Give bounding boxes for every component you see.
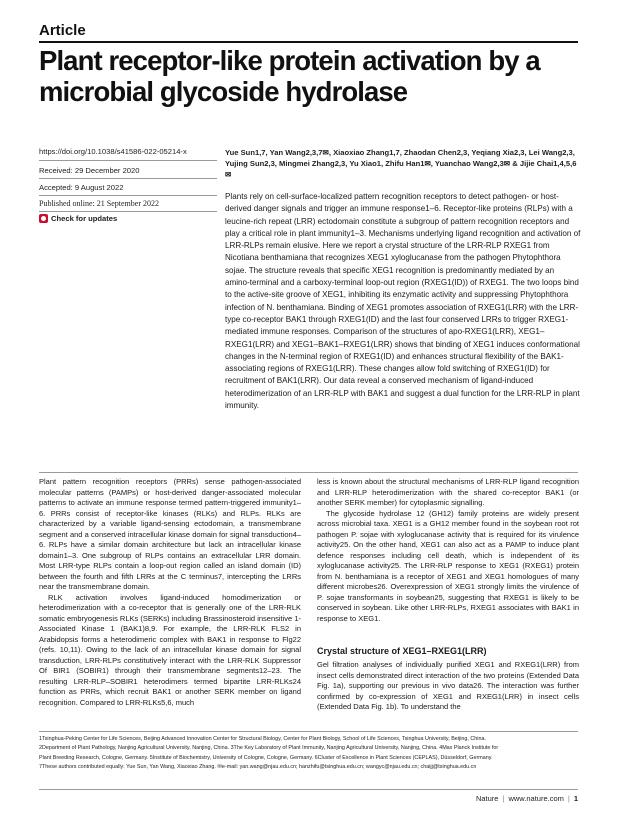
section-heading: Crystal structure of XEG1–RXEG1(LRR) xyxy=(317,646,487,656)
body-divider xyxy=(39,472,578,473)
journal-name: Nature xyxy=(475,794,499,803)
body-column-right xyxy=(317,477,579,713)
body-paragraph: Gel filtration analyses of individually purified XEG1 and RXEG1(LRR) from insect cells demonstrated direct interaction of the two proteins (Extended Data Fig. 1a), supporting our previous in vivo data26. The interaction was further confirmed by co-expression of XEG1 and RXEG1(LRR) in insect cells (Extended Data Fig. 1b). To understand the xyxy=(317,660,579,711)
footer-separator: | xyxy=(502,794,505,803)
accepted-date: Accepted: 9 August 2022 xyxy=(39,183,124,192)
article-title: Plant receptor-like protein activation by a microbial glycoside hydrolase xyxy=(39,45,540,107)
affiliation-line: 1Tsinghua-Peking Center for Life Sciences, Beijing Advanced Innovation Center for Structural Biology, Center for Plant Biology, School of Life Sciences, Tsinghua University, Beijing, China. xyxy=(39,736,486,742)
affiliations xyxy=(39,735,584,772)
doi-link[interactable]: https://doi.org/10.1038/s41586-022-05214-x xyxy=(39,147,187,156)
section-label: Article xyxy=(39,22,86,39)
received-date: Received: 29 December 2020 xyxy=(39,166,140,175)
meta-divider xyxy=(39,211,217,212)
page-number: 1 xyxy=(573,794,578,803)
journal-site-link[interactable]: www.nature.com xyxy=(508,794,564,803)
body-paragraph: The glycoside hydrolase 12 (GH12) family proteins are widely present across microbial taxa. XEG1 is a GH12 member found in the soybean root rot pathogen P. sojae with xyloglucanase activity that is required for its virulence activity25. On the other hand, XEG1 can also act as a PAMP to induce plant defence responses including cell death, which is independent of its xyloglucanase activity25. The LRR-RLP response to XEG1 (RXEG1) protein from N. benthamiana is a receptor of XEG1 and XEG1 homologues of many different microbes26. Overexpression of XEG1 strongly limits the virulence of P. sojae transformants in soybean25, suggesting that RXEG1 is likely to be conserved in soybean. Like other LRR-RLPs, RXEG1 associates with BAK1 in response to XEG1. xyxy=(317,508,579,623)
body-paragraph: Plant pattern recognition receptors (PRRs) sense pathogen-associated molecular patterns (PAMPs) or host-derived danger-associated molecular patterns to activate an immune response termed pattern-triggered immunity1–6. PRRs consist of receptor-like kinases (RLKs) and RLPs. RLKs are characterized by a variable ligand-sensing ectodomain, a transmembrane segment and a conserved intracellular kinase domain for signal transduction4–6. RLPs have a similar domain architecture but lack an intracellular kinase domain1–3. One subgroup of RLPs contains an extracellular LRR domain. Most LRR-type RLPs contain a loop-out region called an island domain (ID) between the fourth and fifth LRRs at the C terminus7, intercepting the LRRs near the transmembrane domain. xyxy=(39,477,301,591)
meta-divider xyxy=(39,178,217,179)
affiliation-line: 7These authors contributed equally: Yue Sun, Yan Wang, Xiaoxiao Zhang. ✉e-mail: yan.wang@njau.edu.cn; hanzhifu@tsinghua.edu.cn; wangyc@njau.edu.cn; chaijj@tsinghua.edu.cn xyxy=(39,763,477,770)
body-column-left xyxy=(39,477,301,708)
body-paragraph: RLK activation involves ligand-induced homodimerization or heterodimerization with a co-receptor that is generally one of the LRR-RLK somatic embryogenesis RLKs (SERKs) including Brassinosteroid insensitive 1-Associated Kinase 1 (BAK1)8,9. For example, the LRR-RLK FLS2 in Arabidopsis forms a heterodimeric complex with BAK1 in response to Flg22 (refs. 10,11). Owing to the lack of an intracellular kinase domain for signal transduction, LRR-RLPs constitutively interact with the LRR-RLK Suppressor Of BIR1 (SOBIR1) through their transmembrane segments12–23. The resulting LRR-RLP–SOBIR1 heterodimers termed bipartite LRR-RLKs24 function as PRRs, which recruit BAK1 or another SERK member on ligand recognition. Compared to LRR-RLKs5,6, much xyxy=(39,592,301,707)
meta-divider xyxy=(39,195,217,196)
footer-divider xyxy=(39,789,578,790)
affiliation-line: Plant Breeding Research, Cologne, Germany. 5Institute of Biochemistry, University of Cologne, Cologne, Germany. 6Cluster of Excellence in Plant Sciences (CEPLAS), Düsseldorf, Germany. xyxy=(39,754,493,761)
abstract: Plants rely on cell-surface-localized pattern recognition receptors to detect pathogen- or host-derived danger signals and trigger an immune response1–6. Receptor-like proteins (RLPs) with a leucine-rich repeat (LRR) ectodomain constitute a subgroup of pattern recognition receptors and play a critical role in plant immunity1–3. Mechanisms underlying ligand recognition and activation of LRR-RLPs remain elusive. Here we report a crystal structure of the LRR-RLP RXEG1 from Nicotiana benthamiana that recognizes XEG1 xyloglucanase from the pathogen Phytophthora sojae. The structure reveals that specific XEG1 recognition is predominantly mediated by an amino-terminal and a carboxy-terminal loop-out region (RXEG1(ID)) of RXEG1. The two loops bind to the active-site groove of XEG1, inhibiting its enzymatic activity and suppressing Phytophthora infection of N. benthamiana. Binding of XEG1 promotes association of RXEG1(LRR) with the LRR-type co-receptor BAK1 through RXEG1(ID) and the last four conserved LRRs to trigger RXEG1-mediated immune responses. Comparison of the structures of apo-RXEG1(LRR), XEG1–RXEG1(LRR) and XEG1–BAK1–RXEG1(LRR) shows that binding of XEG1 induces conformational changes in the N-terminal region of RXEG1(ID) and enhances structural flexibility of the BAK1-associating regions of RXEG1(LRR). These changes allow fold switching of RXEG1(ID) for recruitment of BAK1(LRR). Our data reveal a conserved mechanism of ligand-induced heterodimerization of an LRR-RLP with BAK1 and suggest a dual function for the LRR-RLP in plant immunity. xyxy=(225,192,581,411)
affiliation-line: 2Department of Plant Pathology, Nanjing Agricultural University, Nanjing, China. 3The Key Laboratory of Plant Immunity, Nanjing Agricultural University, Nanjing, China. 4Max Planck Institute for xyxy=(39,745,499,752)
check-for-updates-button[interactable] xyxy=(39,214,117,223)
crossmark-icon xyxy=(39,214,48,223)
body-paragraph: less is known about the structural mechanisms of LRR-RLP ligand recognition and LRR-RLP heterodimerization with the shared co-receptor BAK1 (or another SERK member) for cytoplasmic signalling. xyxy=(317,477,579,507)
meta-divider xyxy=(39,160,217,161)
page-footer xyxy=(476,794,578,803)
top-rule xyxy=(39,41,578,43)
author-list: Yue Sun1,7, Yan Wang2,3,7✉, Xiaoxiao Zhang1,7, Zhaodan Chen2,3, Yeqiang Xia2,3, Lei Wang2,3, Yujing Sun2,3, Mingmei Zhang2,3, Yu Xiao1, Zhifu Han1✉, Yuanchao Wang2,3✉ & Jijie Chai1,4,5,6✉ xyxy=(225,148,577,179)
footer-separator: | xyxy=(567,794,570,803)
footnote-divider xyxy=(39,731,578,732)
published-date: Published online: 21 September 2022 xyxy=(39,199,159,208)
check-for-updates-label: Check for updates xyxy=(51,214,118,223)
